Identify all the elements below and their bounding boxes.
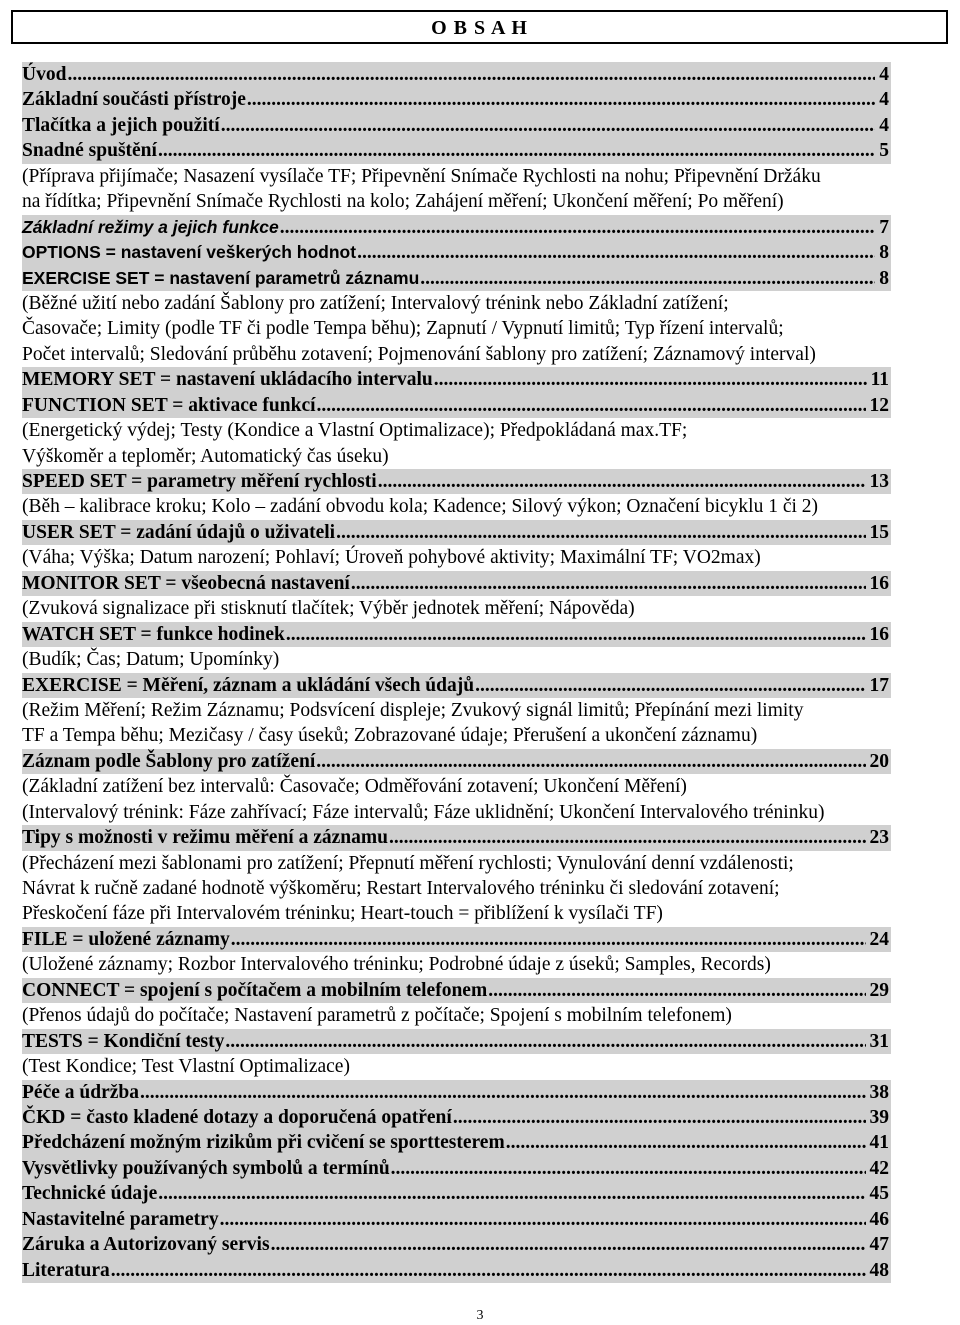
toc-description: (Váha; Výška; Datum narození; Pohlaví; Úroveň pohybové aktivity; Maximální TF; VO2max) xyxy=(22,547,761,569)
toc-leader-dots xyxy=(219,1207,866,1232)
toc-entry-page: 17 xyxy=(869,674,889,696)
toc-entry-highlight xyxy=(22,87,891,112)
toc-description: TF a Tempa běhu; Mezičasy / časy úseků; Zobrazované údaje; Přerušení a ukončení záznamu) xyxy=(22,725,758,747)
toc-description: Návrat k ručně zadané hodnotě výškoměru; Restart Intervalového tréninku či sledování zotavení; xyxy=(22,878,780,899)
toc-description: na řídítka; Připevnění Snímače Rychlosti na kolo; Zahájení měření; Ukončení měření; Po měření) xyxy=(22,191,784,213)
toc-leader-dots xyxy=(388,825,866,850)
toc-entry-title: Snadné spuštění xyxy=(22,140,157,162)
toc-entry[interactable] xyxy=(22,749,940,774)
toc-leader-dots xyxy=(66,62,875,87)
toc-description: (Příprava přijímače; Nasazení vysílače TF; Připevnění Snímače Rychlosti na nohu; Připevnění Držáku xyxy=(22,165,821,187)
toc-entry[interactable] xyxy=(22,1181,940,1206)
toc-entry-title: Technické údaje xyxy=(22,1183,158,1205)
toc-description: (Test Kondice; Test Vlastní Optimalizace) xyxy=(22,1056,350,1078)
toc-description: (Běh – kalibrace kroku; Kolo – zadání obvodu kola; Kadence; Silový výkon; Označení bicyklu 1 či 2) xyxy=(22,496,819,518)
toc-entry-highlight xyxy=(22,138,891,163)
toc-entry-page: 16 xyxy=(869,623,889,645)
toc-entry[interactable] xyxy=(22,825,940,850)
toc-entry-highlight xyxy=(22,1232,891,1257)
toc-entry-highlight xyxy=(22,520,891,545)
toc-description: (Uložené záznamy; Rozbor Intervalového tréninku; Podrobné údaje z úseků; Samples, Records) xyxy=(22,954,771,976)
toc-entry-title: ČKD = často kladené dotazy a doporučená opatření xyxy=(22,1106,452,1128)
toc-entry-title: USER SET = zadání údajů o uživateli xyxy=(22,521,336,543)
toc-entry[interactable] xyxy=(22,215,940,240)
toc-entry[interactable] xyxy=(22,138,940,163)
toc-entry-page: 12 xyxy=(869,394,889,416)
toc-leader-dots xyxy=(505,1130,866,1155)
toc-description: Přeskočení fáze při Intervalovém tréninku; Heart-touch = přiblížení k vysílači TF) xyxy=(22,903,663,925)
toc-entry-title: MEMORY SET = nastavení ukládacího intervalu xyxy=(22,369,433,391)
toc-entry[interactable] xyxy=(22,240,940,265)
toc-entry-title: Vysvětlivky používaných symbolů a termínů xyxy=(22,1157,390,1179)
toc-entry[interactable] xyxy=(22,1258,940,1283)
toc-entry[interactable] xyxy=(22,87,940,112)
page-title: O B S A H xyxy=(11,10,948,44)
toc-leader-dots xyxy=(390,1156,866,1181)
toc-entry-highlight xyxy=(22,215,891,240)
toc-entry-highlight xyxy=(22,1156,891,1181)
toc-entry-page: 15 xyxy=(869,521,889,543)
toc-entry-page: 23 xyxy=(869,827,889,849)
toc-entry-highlight xyxy=(22,1029,891,1054)
toc-entry-page: 7 xyxy=(879,216,889,238)
toc-entry-title: Tipy s možnosti v režimu měření a záznamu xyxy=(22,827,388,849)
toc-description: (Intervalový trénink: Fáze zahřívací; Fáze intervalů; Fáze uklidnění; Ukončení Intervalového tréninku) xyxy=(22,801,825,823)
toc-entry-title: Předcházení možným rizikům při cvičení se sporttesterem xyxy=(22,1132,505,1154)
toc-entry-page: 4 xyxy=(879,114,889,136)
toc-entry-title: FUNCTION SET = aktivace funkcí xyxy=(22,394,316,416)
toc-entry[interactable] xyxy=(22,927,940,952)
toc-description: (Přenos údajů do počítače; Nastavení parametrů z počítače; Spojení s mobilním telefonem) xyxy=(22,1005,732,1027)
toc-entry[interactable] xyxy=(22,1029,940,1054)
toc-entry-title: TESTS = Kondiční testy xyxy=(22,1030,225,1052)
toc-entry-page: 4 xyxy=(879,89,889,111)
toc-leader-dots xyxy=(419,266,875,291)
toc-entry[interactable] xyxy=(22,1130,940,1155)
toc-entry-title: Úvod xyxy=(22,64,67,85)
toc-entry-highlight xyxy=(22,978,891,1003)
toc-leader-dots xyxy=(377,469,866,494)
toc-entry[interactable] xyxy=(22,1232,940,1257)
toc-entry-page: 42 xyxy=(869,1157,889,1179)
toc-entry-page: 8 xyxy=(879,267,889,289)
toc-entry-title: Nastavitelné parametry xyxy=(22,1208,219,1230)
toc-description: (Budík; Čas; Datum; Upomínky) xyxy=(22,649,280,671)
toc-entry[interactable] xyxy=(22,62,940,87)
toc-entry-highlight xyxy=(22,1105,891,1130)
toc-leader-dots xyxy=(246,87,875,112)
toc-entry-highlight xyxy=(22,1258,891,1283)
toc-leader-dots xyxy=(157,138,875,163)
toc-entry-highlight xyxy=(22,393,891,418)
toc-description: Časovače; Limity (podle TF či podle Tempa běhu); Zapnutí / Vypnutí limitů; Typ řízení intervalů; xyxy=(22,318,784,340)
toc-entry-highlight xyxy=(22,266,891,291)
toc-entry-page: 24 xyxy=(869,928,889,950)
toc-entry-highlight xyxy=(22,1207,891,1232)
toc-entry-highlight xyxy=(22,673,891,698)
toc-description: (Přecházení mezi šablonami pro zatížení; Přepnutí měření rychlosti; Vynulování denní vzdálenosti; xyxy=(22,852,794,874)
toc-entry[interactable] xyxy=(22,469,940,494)
toc-entry[interactable] xyxy=(22,113,940,138)
toc-entry-page: 11 xyxy=(870,369,889,391)
toc-entry-page: 4 xyxy=(879,64,889,85)
toc-entry-page: 41 xyxy=(869,1132,889,1154)
toc-description: Počet intervalů; Sledování průběhu zotavení; Pojmenování šablony pro zatížení; Záznamový interval) xyxy=(22,343,816,365)
toc-entry-highlight xyxy=(22,749,891,774)
toc-leader-dots xyxy=(285,622,866,647)
toc-entry-page: 5 xyxy=(879,140,889,162)
toc-entry-title: WATCH SET = funkce hodinek xyxy=(22,623,285,645)
toc-entry[interactable] xyxy=(22,1207,940,1232)
toc-entry-highlight xyxy=(22,240,891,265)
toc-entry-highlight xyxy=(22,825,891,850)
toc-entry[interactable] xyxy=(22,622,940,647)
toc-leader-dots xyxy=(157,1181,865,1206)
toc-leader-dots xyxy=(270,1232,866,1257)
toc-entry[interactable] xyxy=(22,367,940,392)
toc-leader-dots xyxy=(452,1105,866,1130)
toc-entry-title: Tlačítka a jejich použití xyxy=(22,114,220,136)
toc-entry-highlight xyxy=(22,62,891,87)
toc-entry[interactable] xyxy=(22,1105,940,1130)
toc-leader-dots xyxy=(279,215,875,240)
toc-leader-dots xyxy=(350,571,866,596)
toc-leader-dots xyxy=(487,978,865,1003)
toc-entry-title: Základní režimy a jejich funkce xyxy=(22,216,279,237)
toc-entry-highlight xyxy=(22,469,891,494)
toc-entry[interactable] xyxy=(22,520,940,545)
toc-entry-title: FILE = uložené záznamy xyxy=(22,928,230,950)
toc-entry-page: 39 xyxy=(869,1106,889,1128)
toc-entry-title: EXERCISE SET = nastavení parametrů záznamu xyxy=(22,267,420,288)
toc-entry-title: Základní součásti přístroje xyxy=(22,89,246,111)
toc-entry-title: Péče a údržba xyxy=(22,1081,139,1103)
toc-leader-dots xyxy=(230,927,866,952)
toc-entry-highlight xyxy=(22,113,891,138)
toc-entry-page: 13 xyxy=(869,471,889,492)
toc-leader-dots xyxy=(316,393,866,418)
toc-entry[interactable] xyxy=(22,393,940,418)
toc-entry-page: 16 xyxy=(869,572,889,594)
toc-leader-dots xyxy=(335,520,865,545)
table-of-contents xyxy=(22,62,940,1283)
toc-leader-dots xyxy=(474,673,865,698)
toc-entry-page: 31 xyxy=(869,1030,889,1052)
toc-entry-title: Literatura xyxy=(22,1259,110,1281)
toc-entry-title: EXERCISE = Měření, záznam a ukládání všech údajů xyxy=(22,674,475,696)
toc-entry-highlight xyxy=(22,927,891,952)
toc-entry[interactable] xyxy=(22,978,940,1003)
toc-entry-title: Záznam podle Šablony pro zatížení xyxy=(22,750,316,772)
toc-description: (Běžné užití nebo zadání Šablony pro zatížení; Intervalový trénink nebo Základní zatížení; xyxy=(22,292,729,314)
toc-entry[interactable] xyxy=(22,571,940,596)
toc-entry-page: 47 xyxy=(869,1234,889,1256)
toc-entry-highlight xyxy=(22,1130,891,1155)
toc-entry[interactable] xyxy=(22,673,940,698)
toc-entry[interactable] xyxy=(22,1080,940,1105)
toc-description: (Režim Měření; Režim Záznamu; Podsvícení displeje; Zvukový signál limitů; Přepínání mezi limity xyxy=(22,699,804,721)
toc-entry-page: 8 xyxy=(879,242,889,264)
toc-entry[interactable] xyxy=(22,1156,940,1181)
toc-entry-title: Záruka a Autorizovaný servis xyxy=(22,1234,270,1256)
toc-entry-page: 38 xyxy=(869,1081,889,1103)
toc-entry-title: SPEED SET = parametry měření rychlosti xyxy=(22,471,377,492)
toc-description: (Zvuková signalizace při stisknutí tlačítek; Výběr jednotek měření; Nápověda) xyxy=(22,598,635,620)
toc-entry-highlight xyxy=(22,1181,891,1206)
toc-entry-title: MONITOR SET = všeobecná nastavení xyxy=(22,572,350,594)
toc-entry-highlight xyxy=(22,622,891,647)
toc-entry-title: CONNECT = spojení s počítačem a mobilním telefonem xyxy=(22,979,488,1001)
toc-leader-dots xyxy=(139,1080,866,1105)
toc-entry-page: 29 xyxy=(869,979,889,1001)
toc-entry[interactable] xyxy=(22,266,940,291)
toc-leader-dots xyxy=(224,1029,865,1054)
toc-leader-dots xyxy=(220,113,876,138)
toc-entry-page: 46 xyxy=(869,1208,889,1230)
toc-entry-highlight xyxy=(22,367,891,392)
toc-description: (Energetický výdej; Testy (Kondice a Vlastní Optimalizace); Předpokládaná max.TF; xyxy=(22,420,688,442)
page-number: 3 xyxy=(476,1308,484,1323)
toc-entry-highlight xyxy=(22,1080,891,1105)
toc-description: Výškoměr a teploměr; Automatický čas úseku) xyxy=(22,445,389,467)
toc-entry-page: 20 xyxy=(869,750,889,772)
toc-leader-dots xyxy=(356,240,875,265)
toc-leader-dots xyxy=(315,749,865,774)
toc-entry-page: 48 xyxy=(869,1259,889,1281)
toc-entry-highlight xyxy=(22,571,891,596)
toc-description: (Základní zatížení bez intervalů: Časovače; Odměřování zotavení; Ukončení Měření) xyxy=(22,776,687,798)
toc-leader-dots xyxy=(110,1258,866,1283)
toc-leader-dots xyxy=(433,367,867,392)
toc-entry-page: 45 xyxy=(869,1183,889,1205)
toc-entry-title: OPTIONS = nastavení veškerých hodnot xyxy=(22,242,357,263)
